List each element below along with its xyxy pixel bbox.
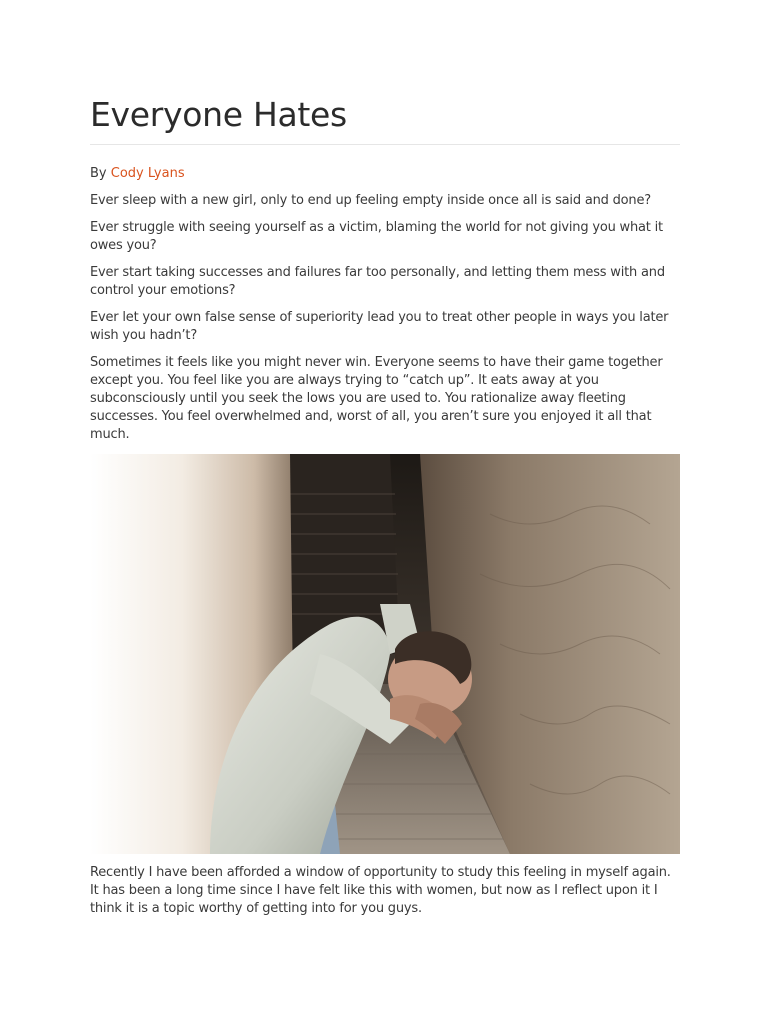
article-title: Everyone Hates bbox=[90, 95, 347, 134]
author-link[interactable]: Cody Lyans bbox=[110, 166, 185, 181]
paragraph-1: Ever sleep with a new girl, only to end up feeling empty inside once all is said and done? bbox=[90, 193, 651, 208]
paragraph-4: Ever let your own false sense of superiority lead you to treat other people in ways you later wish you hadn’t? bbox=[90, 310, 669, 343]
title-divider bbox=[90, 144, 680, 145]
paragraph-3: Ever start taking successes and failures far too personally, and letting them mess with and control your emotions? bbox=[90, 265, 665, 298]
article bbox=[90, 0, 680, 918]
paragraph-6: Recently I have been afforded a window of opportunity to study this feeling in myself again. It has been a long time since I have felt like this with women, but now as I reflect upon it I think it is a topic worthy of getting into for you guys. bbox=[90, 865, 671, 916]
paragraph-5: Sometimes it feels like you might never win. Everyone seems to have their game together except you. You feel like you are always trying to “catch up”. It eats away at you subconsciously until you seek the lows you are used to. You rationalize away fleeting successes. You feel overwhelmed and, worst of all, you aren’t sure you enjoyed it all that much. bbox=[90, 355, 663, 442]
byline bbox=[90, 165, 680, 183]
article-photo bbox=[90, 454, 680, 854]
byline-prefix: By bbox=[90, 166, 107, 181]
paragraph-2: Ever struggle with seeing yourself as a victim, blaming the world for not giving you what it owes you? bbox=[90, 220, 663, 253]
